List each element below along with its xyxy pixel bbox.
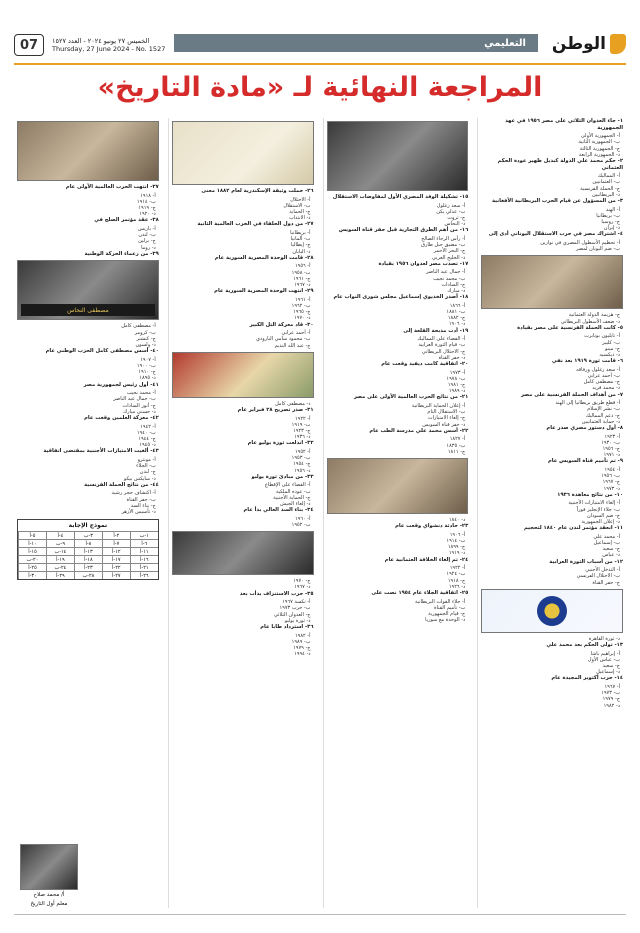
answer-option: ب- كليبر	[602, 339, 620, 346]
question-text: ١٣- تولى الحكم بعد محمد علي	[546, 642, 623, 649]
question-text: ١٦- من أهم الطرق التجارية قبل حفر قناة السويس	[338, 227, 469, 234]
footer-rule	[14, 914, 626, 915]
answer-option: ب- لندن	[138, 232, 156, 239]
question-text: ٧- من أهداف الحملة الفرنسية على مصر	[520, 391, 623, 398]
answer-option: د- ١٩٧٠	[294, 315, 311, 322]
answer-option: د- ١٩٦٧	[294, 282, 311, 289]
answer-option: د- حفر القناة	[438, 354, 466, 361]
answer-option: ج- دعم المماليك	[585, 412, 620, 419]
answer-cell: ١٥-أ	[18, 547, 46, 555]
answer-option: أ- ١٩٢٣	[604, 433, 620, 440]
map-image	[172, 352, 314, 398]
answer-option: ب- الاحتلال الفرنسي	[576, 573, 620, 580]
answer-option: د- ١٩٧١	[603, 452, 620, 459]
answer-option: ج- ١٩٦٥	[293, 309, 311, 316]
answer-option: أ- أحمد عرابي	[281, 330, 311, 337]
question-text: ٢٠- اتفاقية كامب ديفيد وقعت عام	[381, 361, 469, 368]
question-text: ٣٠- قاد معركة التل الكبير	[249, 321, 314, 328]
answer-option: ج- لندن	[139, 469, 156, 476]
answer-option: ب- بريطانيا	[596, 212, 620, 219]
page-title: المراجعة النهائية لـ «مادة التاريخ»	[97, 72, 543, 103]
historical-portrait	[327, 458, 469, 514]
answer-option: أ- الجمهورية الأولى	[580, 133, 620, 140]
answer-option: ج- ١٩٥٦	[602, 446, 620, 453]
answer-option: د- محمد فريد	[592, 385, 620, 392]
answer-option: ب- جمال عبد الناصر	[113, 396, 156, 403]
answer-cell: ١٩-أ	[46, 555, 74, 563]
question-text: ٣- من المسؤول عن قيام الحرب البريطانية الأفغانية	[491, 198, 623, 204]
answer-option: أ- ١٨٦٦	[449, 302, 466, 309]
author-name: أ/ محمد صلاح	[33, 892, 65, 898]
question-text: ١٩- أدت مذبحة القلعة إلى	[403, 327, 469, 334]
answer-option: ج- ١٩٧٠	[293, 578, 311, 585]
question-text: ١- جاء العدوان الثلاثي على مصر ١٩٥٦ في عهد الجمهورية	[505, 118, 623, 131]
question-text: ٢٨- قامت الوحدة المصرية السورية عام	[214, 254, 314, 261]
answer-option: ب- أحمد عرابي	[587, 373, 620, 380]
answer-option: ب- ١٨٣٥	[446, 442, 466, 449]
question-text: ٢٥- اتفاقية الجلاء عام ١٩٥٤ نصت على	[371, 590, 469, 597]
answer-option: أ- إلغاء الامتيازات الأجنبية	[568, 500, 620, 507]
answer-option: أ- باريس	[137, 226, 156, 232]
answer-option: ب- حرب ١٩٧٣	[279, 605, 311, 612]
question-text: ٢٩- انتهت الوحدة المصرية السورية عام	[214, 288, 314, 295]
question-text: ٤٠- أسس مصطفى كامل الحزب الوطني عام	[45, 348, 159, 355]
answer-option: ج- حفر القناة	[592, 579, 620, 586]
answer-option: د- ١٨٩٥	[139, 375, 156, 382]
answer-option: د- إعلان الجمهورية	[581, 519, 620, 526]
answer-option: ب- ١٩٥٢	[291, 522, 311, 529]
answer-option: ج- ١٩٨١	[447, 382, 466, 389]
answer-option: ب- الاستقلال التام	[427, 409, 466, 416]
answer-option: ب- ١٩٧٣	[601, 690, 620, 697]
date-line	[52, 37, 172, 53]
answer-option: ب- ١٩٥٦	[601, 473, 620, 480]
date-arabic: الخميس ٢٧ يونيو ٢٠٢٤ - العدد ١٥٢٧	[52, 37, 150, 45]
answer-option: ج- سعيد	[602, 663, 620, 670]
answer-option: ب- حفر القناة	[126, 496, 156, 503]
question-text: ٣٥- حرب الاستنزاف بدأت بعد	[239, 590, 314, 597]
answer-option: أ- ١٩٤٢	[140, 423, 156, 430]
answer-cell: ٢٩-أ	[46, 571, 74, 579]
question-text: ٤٣- ألغيت الامتيازات الأجنبية بمقتضى اتفاقية	[43, 448, 159, 455]
answer-option: أ- ١٩٧٣	[449, 369, 466, 376]
answer-cell: ٤-أ	[46, 531, 74, 539]
answer-option: أ- اكتشاف حجر رشيد	[111, 490, 156, 497]
answer-option: أ- جلاء القوات البريطانية	[414, 598, 466, 605]
answer-option: د- ديكسيه	[599, 352, 620, 359]
answer-option: د- اليابان	[292, 248, 311, 255]
answer-cell: ١١-أ	[130, 547, 158, 555]
answer-option: ب- ١٩٦٢	[291, 303, 311, 310]
answer-option: د- ١٩٨٢	[603, 702, 620, 709]
answer-option: ب- ١٩٥٣	[291, 455, 311, 462]
answer-option: د- ١٩٨٩	[448, 388, 466, 395]
answer-option: ج- البحر الأحمر	[433, 248, 466, 255]
answer-option: ج- روسيا	[601, 219, 620, 225]
answer-cell: ٥-أ	[18, 531, 46, 539]
map-image	[172, 121, 314, 185]
answer-option: أ- بريطانيا	[290, 230, 311, 236]
answer-option: ج- قيام الجمهورية	[428, 611, 466, 618]
answer-cell: ١٦-أ	[130, 555, 158, 563]
answer-grid	[18, 531, 158, 579]
answer-option: أ- الهند	[605, 206, 620, 213]
banner-photo	[17, 260, 159, 320]
emblem-image	[481, 589, 623, 633]
answer-option: ب- ١٩٥٨	[291, 269, 311, 276]
portrait-photo	[327, 121, 469, 191]
answer-option: أ- محمد علي	[593, 533, 620, 540]
question-text: ٢٢- أسس محمد علي مدرسة الطب عام	[369, 427, 469, 434]
answer-option: د- ١٩١٩	[448, 550, 466, 557]
answer-option: ج- كتشنر	[136, 335, 156, 342]
answer-cell: ١٤-ب	[46, 547, 74, 555]
answer-option: د- الوحدة مع سوريا	[425, 617, 466, 624]
answer-option: أ- نكسة ١٩٦٧	[282, 599, 311, 606]
answer-option: ج- إلغاء الامتيازات	[427, 415, 466, 422]
answer-cell: ١٨-أ	[74, 555, 102, 563]
answer-option: أ- ١٩٨٢	[294, 632, 311, 639]
answer-option: ج- ١٩٢٣	[293, 428, 311, 435]
answer-option: أ- التدخل الأجنبي	[585, 567, 620, 574]
answer-option: د- إيران	[603, 225, 620, 232]
answer-option: أ- ١٩٥٢	[294, 449, 311, 456]
answer-option: أ- ١٩٦١	[294, 296, 311, 303]
answer-option: ب- ١٩١٤	[136, 198, 156, 205]
answer-option: أ- ١٩٠٦	[449, 531, 466, 538]
question-text: ٣٤- بناء السد العالي بدأ عام	[243, 507, 314, 514]
answer-option: أ- نابليون بونابرت	[584, 333, 620, 340]
answer-option: د- ١٩٠٦	[448, 321, 466, 328]
answer-option: د- إلغاء الجيش	[280, 501, 311, 508]
answer-cell: ١٢-أ	[102, 547, 130, 555]
author-role: معلم أول التاريخ	[30, 901, 68, 907]
answer-cell: ٢-أ	[102, 531, 130, 539]
author-block	[20, 844, 78, 908]
answer-option: د- روما	[141, 244, 156, 251]
answer-option: د- ١٩٦٧	[294, 584, 311, 591]
section-band: التعليمي	[174, 34, 538, 52]
answer-option: ب- الجلاء	[136, 463, 156, 470]
answer-option: ج- بناء السد	[130, 502, 156, 509]
answer-option: د- ١٩٤٥	[139, 442, 156, 449]
answer-option: ب- ١٨٨١	[446, 309, 466, 316]
question-text: ٣٢- اندلعت ثورة يوليو عام	[247, 440, 314, 447]
answer-option: د- البريطانيين	[591, 191, 620, 198]
answer-option: ب- ١٩٤٠	[136, 429, 156, 436]
answer-option: د- ١٩٣٦	[294, 434, 311, 441]
answer-cell: ٣٠-أ	[18, 571, 46, 579]
answer-option: ب- ١٩٨٩	[291, 638, 311, 645]
question-text: ٢- حكم محمد علي الدولة كبديل ظهير عودة الحكم العثماني	[497, 158, 623, 171]
answer-cell: ٢٠-ب	[18, 555, 46, 563]
answer-option: ج- العدوان الثلاثي	[273, 611, 311, 618]
answer-option: أ- رأس الرجاء الصالح	[421, 236, 466, 242]
answer-cell: ٢٦-أ	[130, 571, 158, 579]
answer-option: ج- أنور السادات	[122, 402, 156, 409]
answer-option: ج- ١٨١١	[447, 448, 466, 455]
question-text: ٤- اشتراك مصر في حرب الاستقلال اليوناني أدى إلى	[488, 231, 623, 238]
answer-option: د- حسني مبارك	[123, 408, 156, 415]
answer-option: د- حفر قناة السويس	[422, 421, 466, 428]
column-4	[14, 118, 162, 908]
answer-option: ج- ١٩٥٤	[293, 461, 311, 468]
answer-option: ج- عبد الله النديم	[274, 342, 311, 349]
answer-option: د- ثورة يوليو	[284, 617, 311, 624]
answer-option: أ- ١٩٦٧	[604, 684, 620, 691]
answer-option: ج- ١٩٤٤	[138, 436, 156, 443]
date-english: Thursday, 27 June 2024 - No. 1527	[52, 45, 166, 53]
answer-option: ب- ١٩٢٤	[446, 571, 466, 578]
answer-option: د- مبارك	[447, 288, 466, 295]
answer-cell: ٢٣-أ	[74, 563, 102, 571]
answer-option: أ- المماليك	[597, 173, 620, 180]
answer-cell: ٢٤-ب	[46, 563, 74, 571]
question-text: ١٢- من أسباب الثورة العرابية	[549, 558, 623, 565]
historical-portrait	[17, 121, 159, 181]
answer-option: د- ثورة القاهرة	[588, 635, 620, 642]
question-text: ٩- تم تأميم قناة السويس عام	[547, 458, 623, 465]
answer-option: د- مصطفى كامل	[275, 400, 311, 407]
answer-key-title: نموذج الإجابة	[68, 522, 108, 530]
answer-option: أ- ١٩٢٢	[294, 415, 311, 422]
answer-option: أ- مونترو	[137, 457, 156, 464]
answer-option: د- الجمهورية الرابعة	[578, 151, 620, 158]
answer-option: أ- سعد زغلول ورفاقه	[576, 366, 620, 373]
answer-option: ج- ١٩٧٩	[293, 645, 311, 652]
historical-photo	[172, 531, 314, 575]
page-header	[14, 30, 626, 60]
question-text: ٦- قامت ثورة ١٩١٩ بعد نفي	[551, 358, 623, 365]
answer-option: أ- ١٨٢٧	[449, 436, 466, 443]
answer-cell: ٢٥-أ	[18, 563, 46, 571]
answer-option: د- عباس	[602, 552, 620, 559]
header-rule	[14, 63, 626, 65]
answer-option: ب- جلاء الإنجليز فوراً	[576, 506, 620, 513]
answer-option: ج- ١٩٦٧	[602, 479, 620, 486]
answer-option: ج- الحماية الأجنبية	[273, 494, 311, 501]
answer-option: ج- ١٨٩٩	[447, 544, 466, 551]
answer-option: د- ١٩٩٤	[294, 651, 311, 658]
question-text: ٣١- صدر تصريح ٢٨ فبراير عام	[237, 407, 314, 414]
question-text: ٨- أول دستور مصري صدر عام	[546, 425, 623, 432]
question-text: ٢١- من نتائج الحرب العالمية الأولى على مصر	[353, 394, 469, 401]
answer-option: ج- برلين	[138, 238, 156, 245]
answer-option: ب- ضم اليونان لمصر	[576, 246, 620, 253]
answer-option: أ- الاحتلال	[290, 196, 311, 203]
answer-option: ج- مصطفى كامل	[583, 379, 620, 386]
answer-option: ب- قيام الثورة العرابية	[418, 342, 466, 349]
answer-option: ج- ١٩٦١	[293, 275, 311, 282]
answer-cell: ١٠-أ	[18, 539, 46, 547]
answer-option: ج- ١٩٧٩	[602, 696, 620, 703]
answer-option: ب- العثمانيين	[592, 179, 620, 186]
answer-key	[17, 519, 159, 580]
answer-cell: ٩-ب	[46, 539, 74, 547]
answer-option: د- الخليج العربي	[431, 254, 466, 261]
question-text: ١٨- أصدر الخديوي إسماعيل مجلس شورى النواب عام	[333, 294, 469, 301]
answer-cell: ٧-أ	[102, 539, 130, 547]
question-text: ٣٣- من مبادئ ثورة يوليو	[251, 473, 314, 480]
answer-option: د- ١٩٢٦	[448, 583, 466, 590]
question-text: ٢٦- حملت وثيقة الإسكندرية لعام ١٨٨٢ معنى	[201, 188, 314, 194]
answer-option: د- إسماعيل	[596, 669, 620, 676]
answer-cell: ٢٢-أ	[102, 563, 130, 571]
question-text: ٣٧- انتهت الحرب العالمية الأولى عام	[65, 184, 159, 190]
answer-option: ج- الاحتلال البريطاني	[421, 348, 466, 355]
answer-option: ب- مضيق جبل طارق	[421, 242, 466, 249]
answer-option: ب- تأميم القناة	[434, 604, 466, 611]
answer-option: ب- الجمهورية الثانية	[578, 139, 620, 146]
answer-option: ب- عدلي يكن	[436, 208, 466, 215]
answer-option: أ- سعد زغلول	[436, 202, 466, 209]
answer-option: ج- السادات	[441, 281, 466, 288]
answer-option: ج- ثروت	[447, 215, 466, 221]
question-text: ١٥- تشكيلة الوفد المصري الأول لمفاوضات الاستقلال	[332, 194, 469, 200]
answer-option: د- تأسيس الأزهر	[121, 509, 156, 516]
answer-option: ب- ١٩١٤	[446, 538, 466, 545]
answer-option: أ- إبراهيم باشا	[590, 650, 620, 657]
answer-option: د- ١٨٤٠	[448, 517, 466, 524]
answer-option: ب- عودة الملكية	[275, 488, 311, 495]
emblem-icon	[537, 596, 567, 626]
answer-option: أ- قطع طريق بريطانيا إلى الهند	[555, 400, 620, 407]
newspaper-logo	[542, 30, 626, 58]
answer-option: ج- مينو	[605, 345, 620, 352]
answer-option: أ- محمد نجيب	[126, 390, 156, 397]
answer-option: أ- مصطفى كامل	[121, 323, 156, 330]
answer-option: ب- ١٩٧٨	[446, 375, 466, 382]
answer-option: د- ضعف الأسطول البريطاني	[560, 318, 620, 325]
column-3	[168, 118, 317, 908]
answer-option: ج- ١٨٨٢	[447, 315, 466, 322]
answer-option: ب- عباس الأول	[587, 656, 620, 663]
answer-option: أ- ١٩٦٠	[294, 515, 311, 522]
content-columns	[14, 118, 626, 908]
answer-option: أ- ١٩٥٤	[604, 467, 620, 474]
question-text: ٢٤- تم إلغاء الخلافة العثمانية عام	[384, 556, 469, 563]
answer-option: ب- محمود سامي البارودي	[256, 336, 311, 343]
answer-option: د- ١٩٥٦	[294, 467, 311, 474]
answer-option: ج- ١٩١٨	[447, 577, 466, 584]
answer-option: د- الانتداب	[289, 215, 311, 222]
answer-cell: ٢٨-ب	[74, 571, 102, 579]
portrait-photo	[481, 255, 623, 309]
answer-option: د- ١٩٢٠	[139, 211, 156, 218]
answer-cell: ٨-أ	[74, 539, 102, 547]
answer-option: د- حماية العثمانيين	[581, 418, 620, 425]
column-2	[323, 118, 472, 908]
answer-option: أ- ١٩١٨	[140, 192, 156, 199]
question-text: ٣٨- عقد مؤتمر الصلح في	[94, 217, 159, 224]
answer-option: د- سايكس بيكو	[124, 475, 156, 482]
answer-option: ب- ١٩٣٠	[601, 439, 620, 446]
answer-option: ب- ١٩٠٠	[136, 363, 156, 370]
logo-mark-icon	[610, 34, 626, 54]
answer-option: د- النحاس	[444, 221, 466, 228]
column-1	[477, 118, 626, 908]
answer-option: أ- ١٩٥٦	[294, 263, 311, 270]
question-text: ٤٢- معركة العلمين وقعت عام	[84, 415, 159, 422]
photo-caption: مصطفى النحاس	[21, 304, 155, 316]
answer-option: ج- ١٩١٩	[138, 205, 156, 211]
answer-option: ج- إيطاليا	[290, 242, 311, 249]
answer-option: د- ولسون	[135, 342, 156, 349]
answer-option: أ- ١٩٠٧	[140, 356, 156, 363]
question-text: ١٧- تصدت مصر لعدوان ١٩٥٦ بقيادة	[378, 260, 469, 267]
answer-option: ج- هزيمة الدولة العثمانية	[568, 312, 620, 319]
question-text: ٤١- أول رئيس لجمهورية مصر	[83, 381, 159, 388]
answer-option: د- ١٩٧٣	[603, 485, 620, 492]
answer-option: ب- ألمانيا	[290, 236, 311, 243]
answer-option: ب- إسماعيل	[593, 540, 620, 547]
answer-option: أ- ١٩٢٢	[449, 565, 466, 572]
answer-option: أ- القضاء على المماليك	[417, 336, 466, 343]
answer-cell: ٣-ب	[74, 531, 102, 539]
answer-option: ج- ضم السودان	[586, 512, 620, 519]
question-text: ٥- كانت الحملة الفرنسية على مصر بقيادة	[517, 324, 623, 331]
answer-option: ب- كرومر	[134, 329, 156, 336]
answer-option: أ- إعلان الحماية البريطانية	[411, 403, 466, 410]
answer-option: ج- ١٩١٠	[138, 369, 156, 376]
answer-option: ب- ١٩١٩	[291, 421, 311, 428]
answer-cell: ٦-أ	[130, 539, 158, 547]
answer-option: ج- الحملة الفرنسية	[580, 185, 620, 192]
answer-option: أ- القضاء على الإقطاع	[264, 482, 311, 489]
page-number: 07	[14, 34, 44, 56]
answer-option: ب- نشر الإسلام	[587, 406, 620, 413]
answer-option: ب- الاستقلال	[283, 202, 311, 209]
answer-cell: ١٣-أ	[74, 547, 102, 555]
answer-option: ج- الحماية	[289, 209, 311, 215]
author-photo	[20, 844, 78, 890]
answer-option: أ- تحطيم الأسطول المصري في نوارين	[540, 240, 620, 246]
question-text: ٤٤- من نتائج الحملة الفرنسية	[84, 481, 159, 488]
answer-cell: ٢١-أ	[130, 563, 158, 571]
question-text: ١١- انعقد مؤتمر لندن عام ١٨٤٠ لتحجيم	[523, 525, 623, 532]
answer-option: ج- سعيد	[602, 546, 620, 553]
question-text: ٣٦- استرداد طابا عام	[260, 624, 314, 631]
answer-option: أ- جمال عبد الناصر	[426, 269, 466, 276]
answer-option: ج- الجمهورية الثالثة	[579, 145, 620, 152]
answer-cell: ١-ب	[130, 531, 158, 539]
answer-option: ب- محمد نجيب	[433, 275, 466, 282]
question-text: ٣٩- من زعماء الحركة الوطنية	[84, 250, 159, 257]
answer-cell: ١٧-أ	[102, 555, 130, 563]
question-text: ٢٧- من دول الحلفاء في الحرب العالمية الثانية	[197, 221, 314, 228]
question-text: ١٤- حرب أكتوبر المجيدة عام	[551, 675, 623, 682]
question-text: ١٠- من نتائج معاهدة ١٩٣٦	[557, 491, 623, 498]
question-text: ٢٣- حادثة دنشواي وقعت عام	[395, 523, 469, 530]
logo-text: الوطن	[551, 34, 606, 54]
answer-cell: ٢٧-أ	[102, 571, 130, 579]
